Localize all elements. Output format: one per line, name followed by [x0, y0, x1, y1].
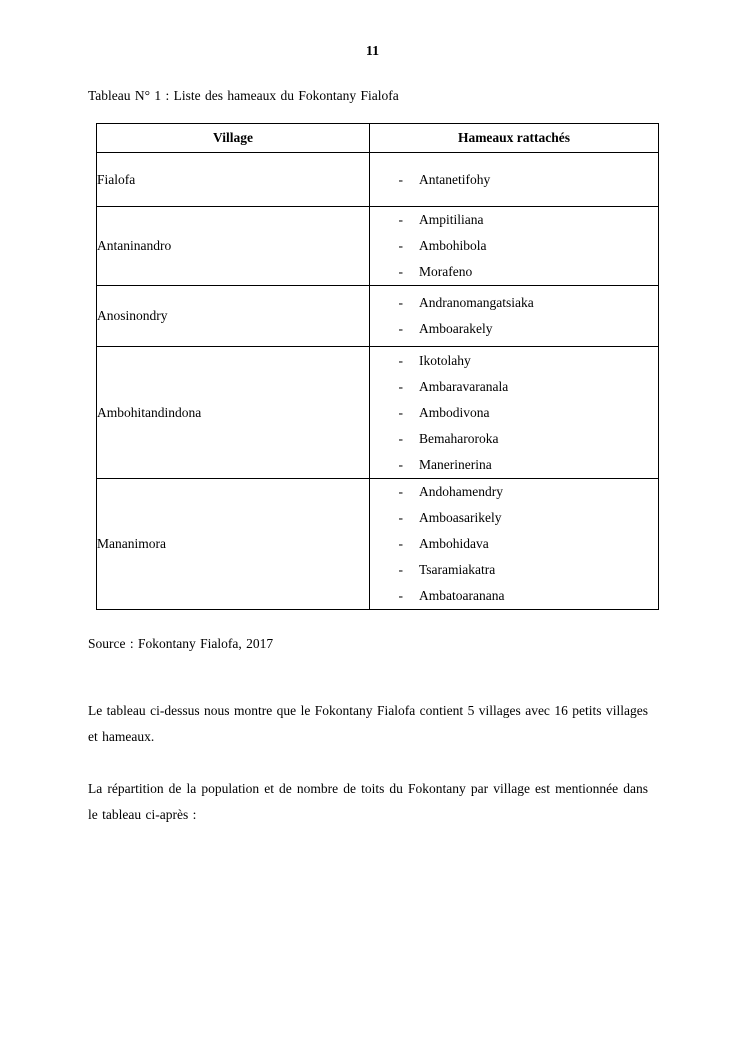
table-source: Source : Fokontany Fialofa, 2017: [88, 636, 274, 651]
list-dash: -: [398, 562, 403, 577]
hamlet-item: [370, 505, 658, 531]
hamlet-name: Tsaramiakatra: [419, 562, 496, 577]
list-dash: -: [398, 510, 403, 525]
list-dash: -: [398, 378, 403, 394]
hamlets-table: [96, 123, 659, 610]
hamlet-name: Andranomangatsiaka: [419, 295, 534, 310]
hamlets-list: [370, 153, 659, 207]
hamlet-item: [370, 452, 658, 478]
list-dash: -: [398, 321, 403, 336]
list-dash: -: [398, 404, 403, 420]
hamlets-list: [370, 207, 659, 286]
village-name: Fialofa: [97, 153, 370, 207]
table-row: [97, 347, 659, 479]
hamlet-name: Ambodivona: [419, 404, 490, 420]
table-caption: Tableau N° 1 : Liste des hameaux du Fokontany Fialofa: [88, 88, 399, 103]
list-dash: -: [398, 171, 403, 187]
list-dash: -: [398, 238, 403, 253]
village-name: Ambohitandindona: [97, 347, 370, 479]
hamlet-item: [370, 479, 658, 505]
hamlets-list: [370, 479, 659, 610]
table-row: [97, 479, 659, 610]
hamlet-item: [370, 583, 658, 609]
hamlet-name: Ambaravaranala: [419, 378, 509, 394]
hamlet-name: Ambohidava: [419, 536, 489, 551]
hamlet-name: Andohamendry: [419, 484, 503, 499]
hamlet-name: Ampitiliana: [419, 212, 484, 227]
list-dash: -: [398, 212, 403, 227]
hamlet-name: Ikotolahy: [419, 352, 471, 368]
paragraph-summary: Le tableau ci-dessus nous montre que le Fokontany Fialofa contient 5 villages avec 16 petits villages et hameaux.: [88, 702, 648, 744]
list-dash: -: [398, 484, 403, 499]
hamlet-item: [370, 233, 658, 259]
hamlet-name: Amboarakely: [419, 321, 493, 336]
hamlet-name: Bemaharoroka: [419, 430, 499, 446]
hamlet-item: [370, 531, 658, 557]
hamlet-item: [370, 207, 658, 233]
hamlet-item: [370, 374, 658, 400]
list-dash: -: [398, 430, 403, 446]
hamlet-name: Ambohibola: [419, 238, 487, 253]
hamlet-item: [370, 316, 658, 342]
header-hamlets: Hameaux rattachés: [370, 124, 659, 153]
hamlet-item: [370, 167, 658, 193]
hamlet-item: [370, 290, 658, 316]
table-row: [97, 207, 659, 286]
village-name: Anosinondry: [97, 286, 370, 347]
list-dash: -: [398, 588, 403, 603]
hamlet-name: Amboasarikely: [419, 510, 502, 525]
hamlet-name: Ambatoaranana: [419, 588, 505, 603]
paragraph-intro-next-table: La répartition de la population et de nombre de toits du Fokontany par village est mentionnée dans le tableau ci-après :: [88, 780, 648, 822]
table-row: [97, 153, 659, 207]
table-header-row: [97, 124, 659, 153]
hamlet-item: [370, 557, 658, 583]
list-dash: -: [398, 295, 403, 310]
hamlet-name: Morafeno: [419, 264, 473, 279]
hamlet-item: [370, 426, 658, 452]
page-number: 11: [365, 44, 380, 59]
hamlet-name: Antanetifohy: [419, 171, 491, 187]
list-dash: -: [398, 352, 403, 368]
hamlet-item: [370, 348, 658, 374]
hamlets-list: [370, 347, 659, 479]
village-name: Antaninandro: [97, 207, 370, 286]
list-dash: -: [398, 536, 403, 551]
list-dash: -: [398, 264, 403, 279]
hamlet-item: [370, 259, 658, 285]
village-name: Mananimora: [97, 479, 370, 610]
hamlet-name: Manerinerina: [419, 456, 492, 472]
list-dash: -: [398, 456, 403, 472]
hamlets-list: [370, 286, 659, 347]
header-village: Village: [97, 124, 370, 153]
table-row: [97, 286, 659, 347]
hamlet-item: [370, 400, 658, 426]
